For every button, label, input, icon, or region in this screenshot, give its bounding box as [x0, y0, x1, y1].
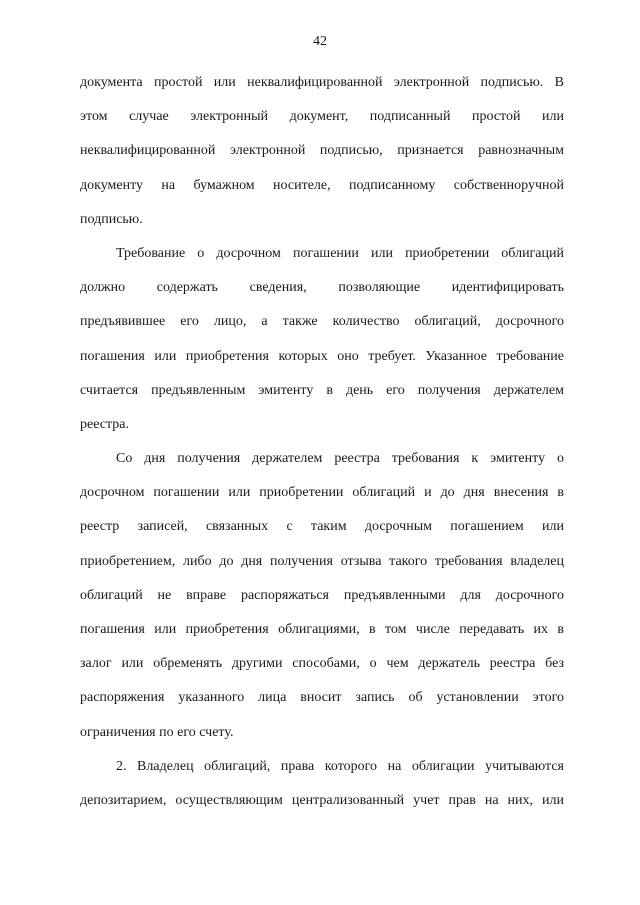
text-line: подписью.: [80, 211, 143, 227]
document-body: [80, 69, 564, 821]
text-line: реестра.: [80, 416, 129, 432]
text-line: облигаций не вправе распоряжаться предъявленными для досрочного: [80, 587, 564, 603]
text-line: залог или обременять другими способами, о чем держатель реестра без: [80, 656, 564, 672]
text-line: депозитарием, осуществляющим централизованный учет прав на них, или: [80, 792, 564, 808]
paragraph: [80, 69, 564, 240]
text-line: погашения или приобретения облигациями, в том числе передавать их в: [80, 622, 564, 637]
text-line: 2. Владелец облигаций, права которого на облигации учитываются: [116, 758, 564, 774]
text-line: Требование о досрочном погашении или приобретении облигаций: [116, 245, 564, 261]
text-line: досрочном погашении или приобретении облигаций и до дня внесения в: [80, 485, 564, 501]
text-line: приобретением, либо до дня получения отзыва такого требования владелец: [80, 553, 564, 569]
page-number: 42: [313, 34, 327, 49]
paragraph: [80, 240, 564, 445]
text-line: распоряжения указанного лица вносит запись об установлении этого: [80, 690, 564, 706]
text-line: предъявившее его лицо, а также количество облигаций, досрочного: [80, 314, 564, 330]
text-line: документа простой или неквалифицированной электронной подписью. В: [80, 75, 564, 90]
text-line: этом случае электронный документ, подписанный простой или: [80, 109, 564, 125]
text-line: документу на бумажном носителе, подписанному собственноручной: [80, 177, 564, 193]
paragraph: [80, 753, 564, 821]
text-line: неквалифицированной электронной подписью, признается равнозначным: [80, 143, 564, 159]
paragraph: [80, 445, 564, 753]
text-line: ограничения по его счету.: [80, 724, 234, 740]
text-line: реестр записей, связанных с таким досрочным погашением или: [80, 519, 564, 535]
text-line: Со дня получения держателем реестра требования к эмитенту о: [116, 451, 564, 467]
text-line: погашения или приобретения которых оно требует. Указанное требование: [80, 348, 564, 364]
text-line: считается предъявленным эмитенту в день его получения держателем: [80, 382, 564, 398]
text-line: должно содержать сведения, позволяющие идентифицировать: [80, 280, 564, 296]
